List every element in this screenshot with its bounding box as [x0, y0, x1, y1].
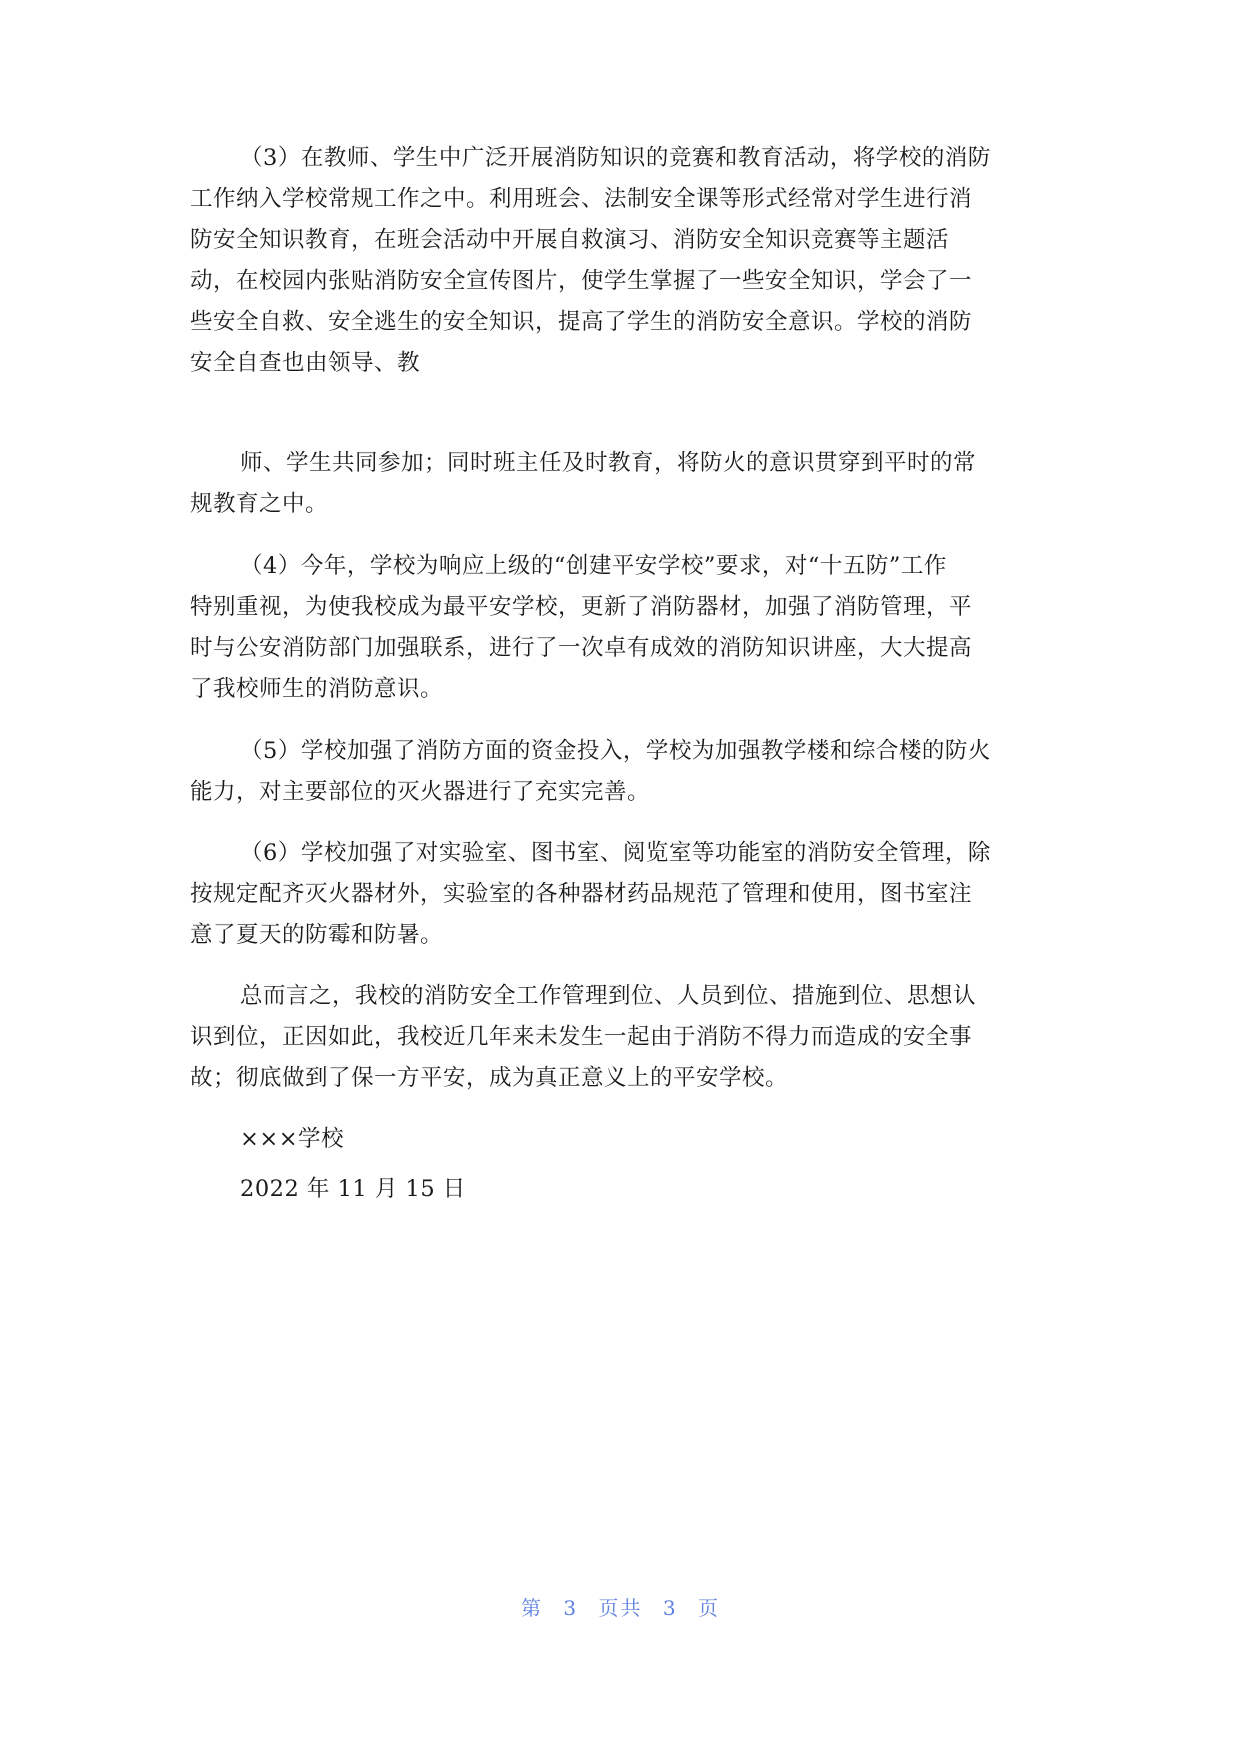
footer-current-page: 3 — [563, 1596, 579, 1620]
paragraph-3-line-2: 工作纳入学校常规工作之中。利用班会、法制安全课等形式经常对学生进行消 — [190, 186, 973, 212]
paragraph-4-line-4: 了我校师生的消防意识。 — [190, 676, 444, 702]
paragraph-6-line-3: 意了夏天的防霉和防暑。 — [190, 922, 444, 948]
signature-school: ×××学校 — [240, 1126, 345, 1152]
footer-total-pages: 3 — [662, 1596, 678, 1620]
paragraph-4-line-2: 特别重视，为使我校成为最平安学校，更新了消防器材，加强了消防管理，平 — [190, 594, 973, 620]
conclusion-line-3: 故；彻底做到了保一方平安，成为真正意义上的平安学校。 — [190, 1065, 789, 1091]
paragraph-5-line-1: （5）学校加强了消防方面的资金投入，学校为加强教学楼和综合楼的防火 — [240, 738, 991, 764]
paragraph-6-line-2: 按规定配齐灭火器材外，实验室的各种器材药品规范了管理和使用，图书室注 — [190, 881, 973, 907]
paragraph-3-line-5: 些安全自救、安全逃生的安全知识，提高了学生的消防安全意识。学校的消防 — [190, 309, 973, 335]
conclusion-line-1: 总而言之，我校的消防安全工作管理到位、人员到位、措施到位、思想认 — [240, 983, 977, 1009]
paragraph-4-line-3: 时与公安消防部门加强联系，进行了一次卓有成效的消防知识讲座，大大提高 — [190, 635, 973, 661]
footer-suffix: 页 — [697, 1596, 720, 1620]
paragraph-3-line-1: （3）在教师、学生中广泛开展消防知识的竞赛和教育活动，将学校的消防 — [240, 145, 991, 171]
signature-date: 2022 年 11 月 15 日 — [240, 1176, 466, 1202]
paragraph-3-line-6: 安全自查也由领导、教 — [190, 350, 421, 376]
footer-prefix: 第 — [521, 1596, 544, 1620]
paragraph-3-line-3: 防安全知识教育，在班会活动中开展自救演习、消防安全知识竞赛等主题活 — [190, 227, 950, 253]
paragraph-6-line-1: （6）学校加强了对实验室、图书室、阅览室等功能室的消防安全管理，除 — [240, 840, 991, 866]
paragraph-3b-line-2: 规教育之中。 — [190, 491, 329, 517]
paragraph-4-line-1: （4）今年，学校为响应上级的“创建平安学校”要求，对“十五防”工作 — [240, 553, 947, 579]
paragraph-5-line-2: 能力，对主要部位的灭火器进行了充实完善。 — [190, 779, 651, 805]
paragraph-3b-line-1: 师、学生共同参加；同时班主任及时教育，将防火的意识贯穿到平时的常 — [240, 450, 977, 476]
paragraph-3-line-4: 动，在校园内张贴消防安全宣传图片，使学生掌握了一些安全知识，学会了一 — [190, 268, 973, 294]
page-footer — [0, 1592, 1241, 1621]
conclusion-line-2: 识到位，正因如此，我校近几年来未发生一起由于消防不得力而造成的安全事 — [190, 1024, 973, 1050]
footer-mid: 页共 — [598, 1596, 643, 1620]
